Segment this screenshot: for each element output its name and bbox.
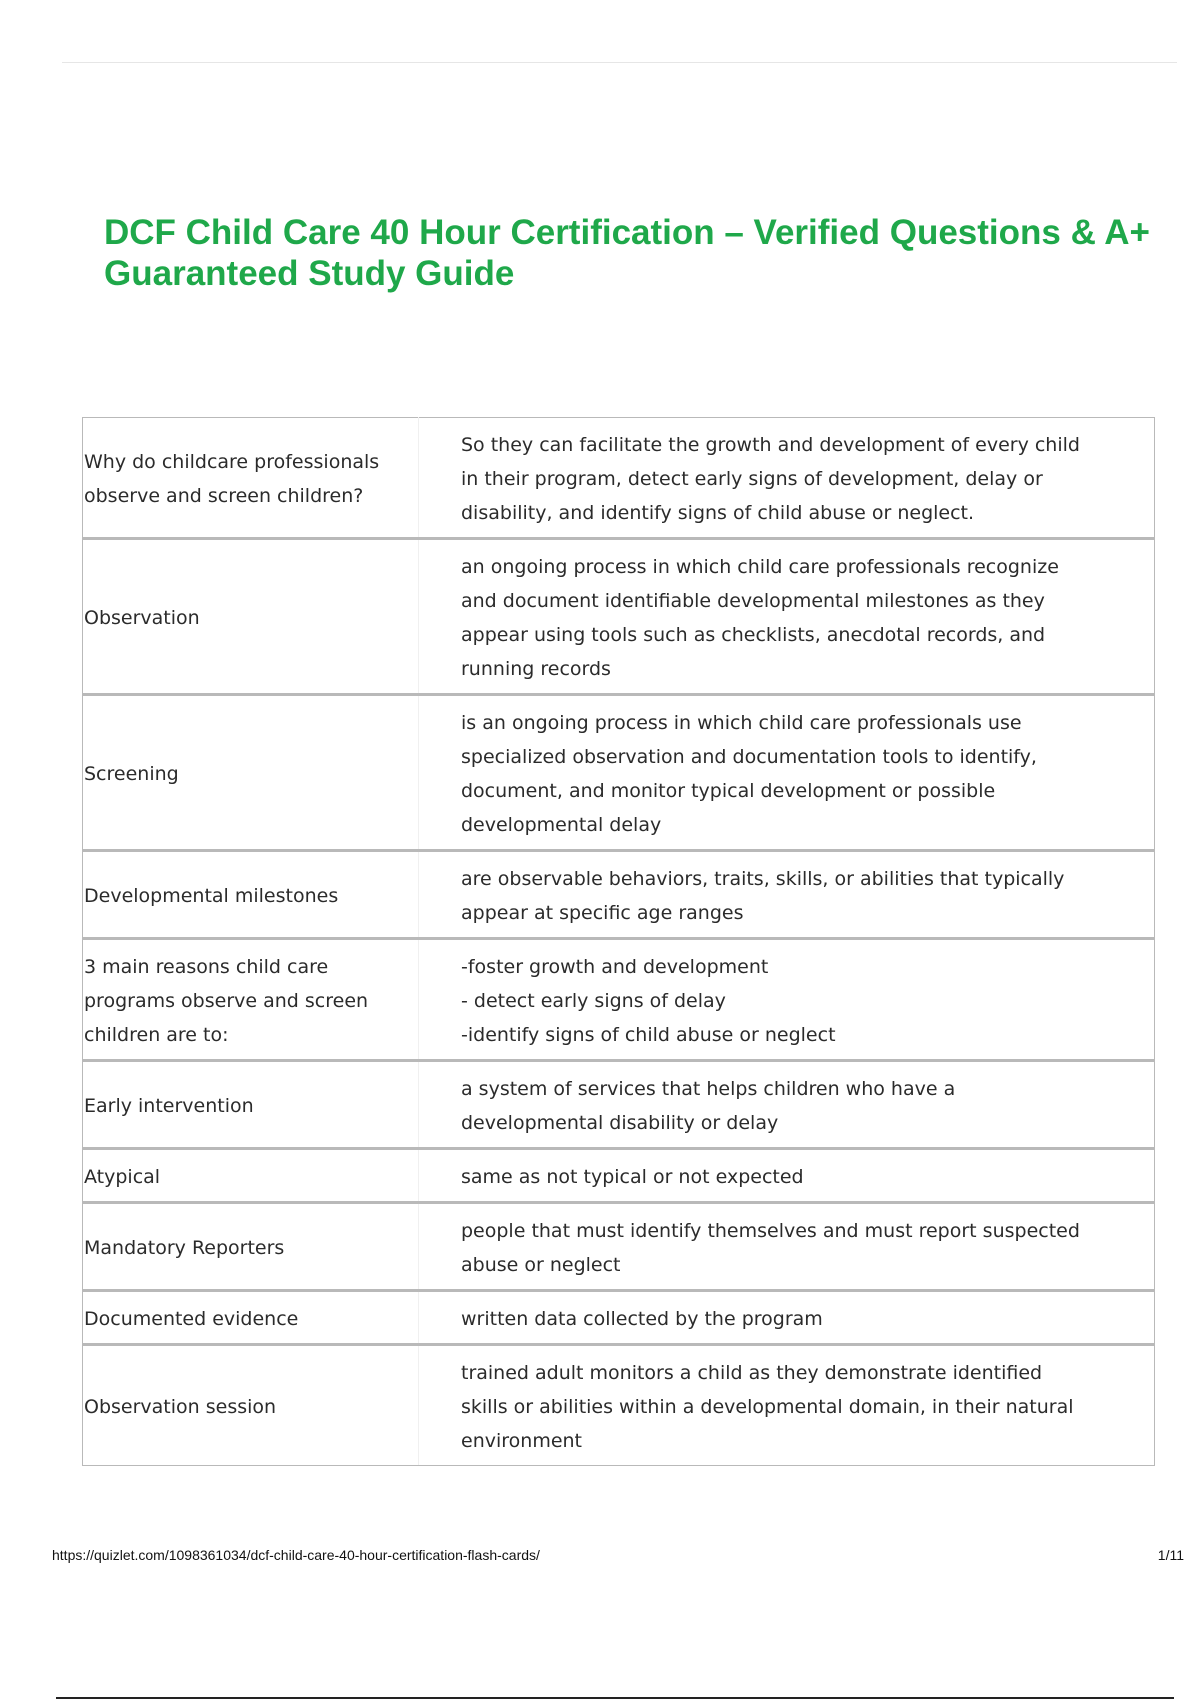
table-row [83, 1291, 1155, 1345]
term-cell [83, 1061, 419, 1149]
flashcard-table [82, 417, 1155, 1466]
term-cell [83, 1345, 419, 1466]
definition-cell [419, 695, 1155, 851]
term-text: Atypical [84, 1166, 161, 1188]
term-cell [83, 695, 419, 851]
term-cell [83, 539, 419, 695]
definition-cell [419, 851, 1155, 939]
term-text: Early intervention [84, 1095, 254, 1117]
definition-cell [419, 1345, 1155, 1466]
source-url: https://quizlet.com/1098361034/dcf-child-care-40-hour-certification-flash-cards/ [52, 1547, 540, 1563]
table-row [83, 539, 1155, 695]
definition-cell [419, 1291, 1155, 1345]
definition-cell [419, 418, 1155, 539]
term-cell [83, 939, 419, 1061]
table-row [83, 695, 1155, 851]
term-text: Observation [84, 607, 200, 629]
term-cell [83, 851, 419, 939]
definition-text: an ongoing process in which child care professionals recognize and document identifiable developmental milestones as they appear using tools such as checklists, anecdotal records, and running records [461, 556, 1059, 680]
definition-text: So they can facilitate the growth and development of every child in their program, detect early signs of development, delay or disability, and identify signs of child abuse or neglect. [461, 434, 1080, 524]
term-text: Why do childcare professionals observe and screen children? [84, 451, 380, 507]
definition-text: same as not typical or not expected [461, 1166, 804, 1188]
document-title: DCF Child Care 40 Hour Certification – Verified Questions & A+ Guaranteed Study Guide [104, 213, 1151, 293]
term-cell [83, 1291, 419, 1345]
page-number: 1/11 [1157, 1547, 1184, 1563]
table-row [83, 851, 1155, 939]
term-cell [83, 418, 419, 539]
definition-cell [419, 1203, 1155, 1291]
definition-list [461, 940, 1084, 1059]
definition-cell [419, 1061, 1155, 1149]
definition-text: are observable behaviors, traits, skills, or abilities that typically appear at specific age ranges [461, 868, 1065, 924]
definition-text: people that must identify themselves and must report suspected abuse or neglect [461, 1220, 1080, 1276]
definition-line: -foster growth and development [461, 956, 769, 978]
definition-text: is an ongoing process in which child care professionals use specialized observation and documentation tools to identify, document, and monitor typical development or possible developmental delay [461, 712, 1037, 836]
definition-text: written data collected by the program [461, 1308, 823, 1330]
term-cell [83, 1149, 419, 1203]
term-text: Mandatory Reporters [84, 1237, 285, 1259]
table-row [83, 418, 1155, 539]
table-row [83, 939, 1155, 1061]
term-cell [83, 1203, 419, 1291]
definition-text: a system of services that helps children who have a developmental disability or delay [461, 1078, 956, 1134]
page-bottom-rule [56, 1697, 1174, 1699]
definition-cell [419, 539, 1155, 695]
term-text: Documented evidence [84, 1308, 299, 1330]
term-text: 3 main reasons child care programs observe and screen children are to: [84, 956, 369, 1046]
definition-line: - detect early signs of delay [461, 990, 726, 1012]
definition-cell [419, 1149, 1155, 1203]
header-divider [62, 62, 1177, 63]
table-row [83, 1203, 1155, 1291]
definition-cell [419, 939, 1155, 1061]
term-text: Developmental milestones [84, 885, 339, 907]
table-row [83, 1345, 1155, 1466]
table-row [83, 1149, 1155, 1203]
definition-line: -identify signs of child abuse or neglect [461, 1024, 836, 1046]
term-text: Screening [84, 763, 179, 785]
definition-text: trained adult monitors a child as they demonstrate identified skills or abilities within a developmental domain, in their natural environment [461, 1362, 1074, 1452]
term-text: Observation session [84, 1396, 277, 1418]
table-row [83, 1061, 1155, 1149]
